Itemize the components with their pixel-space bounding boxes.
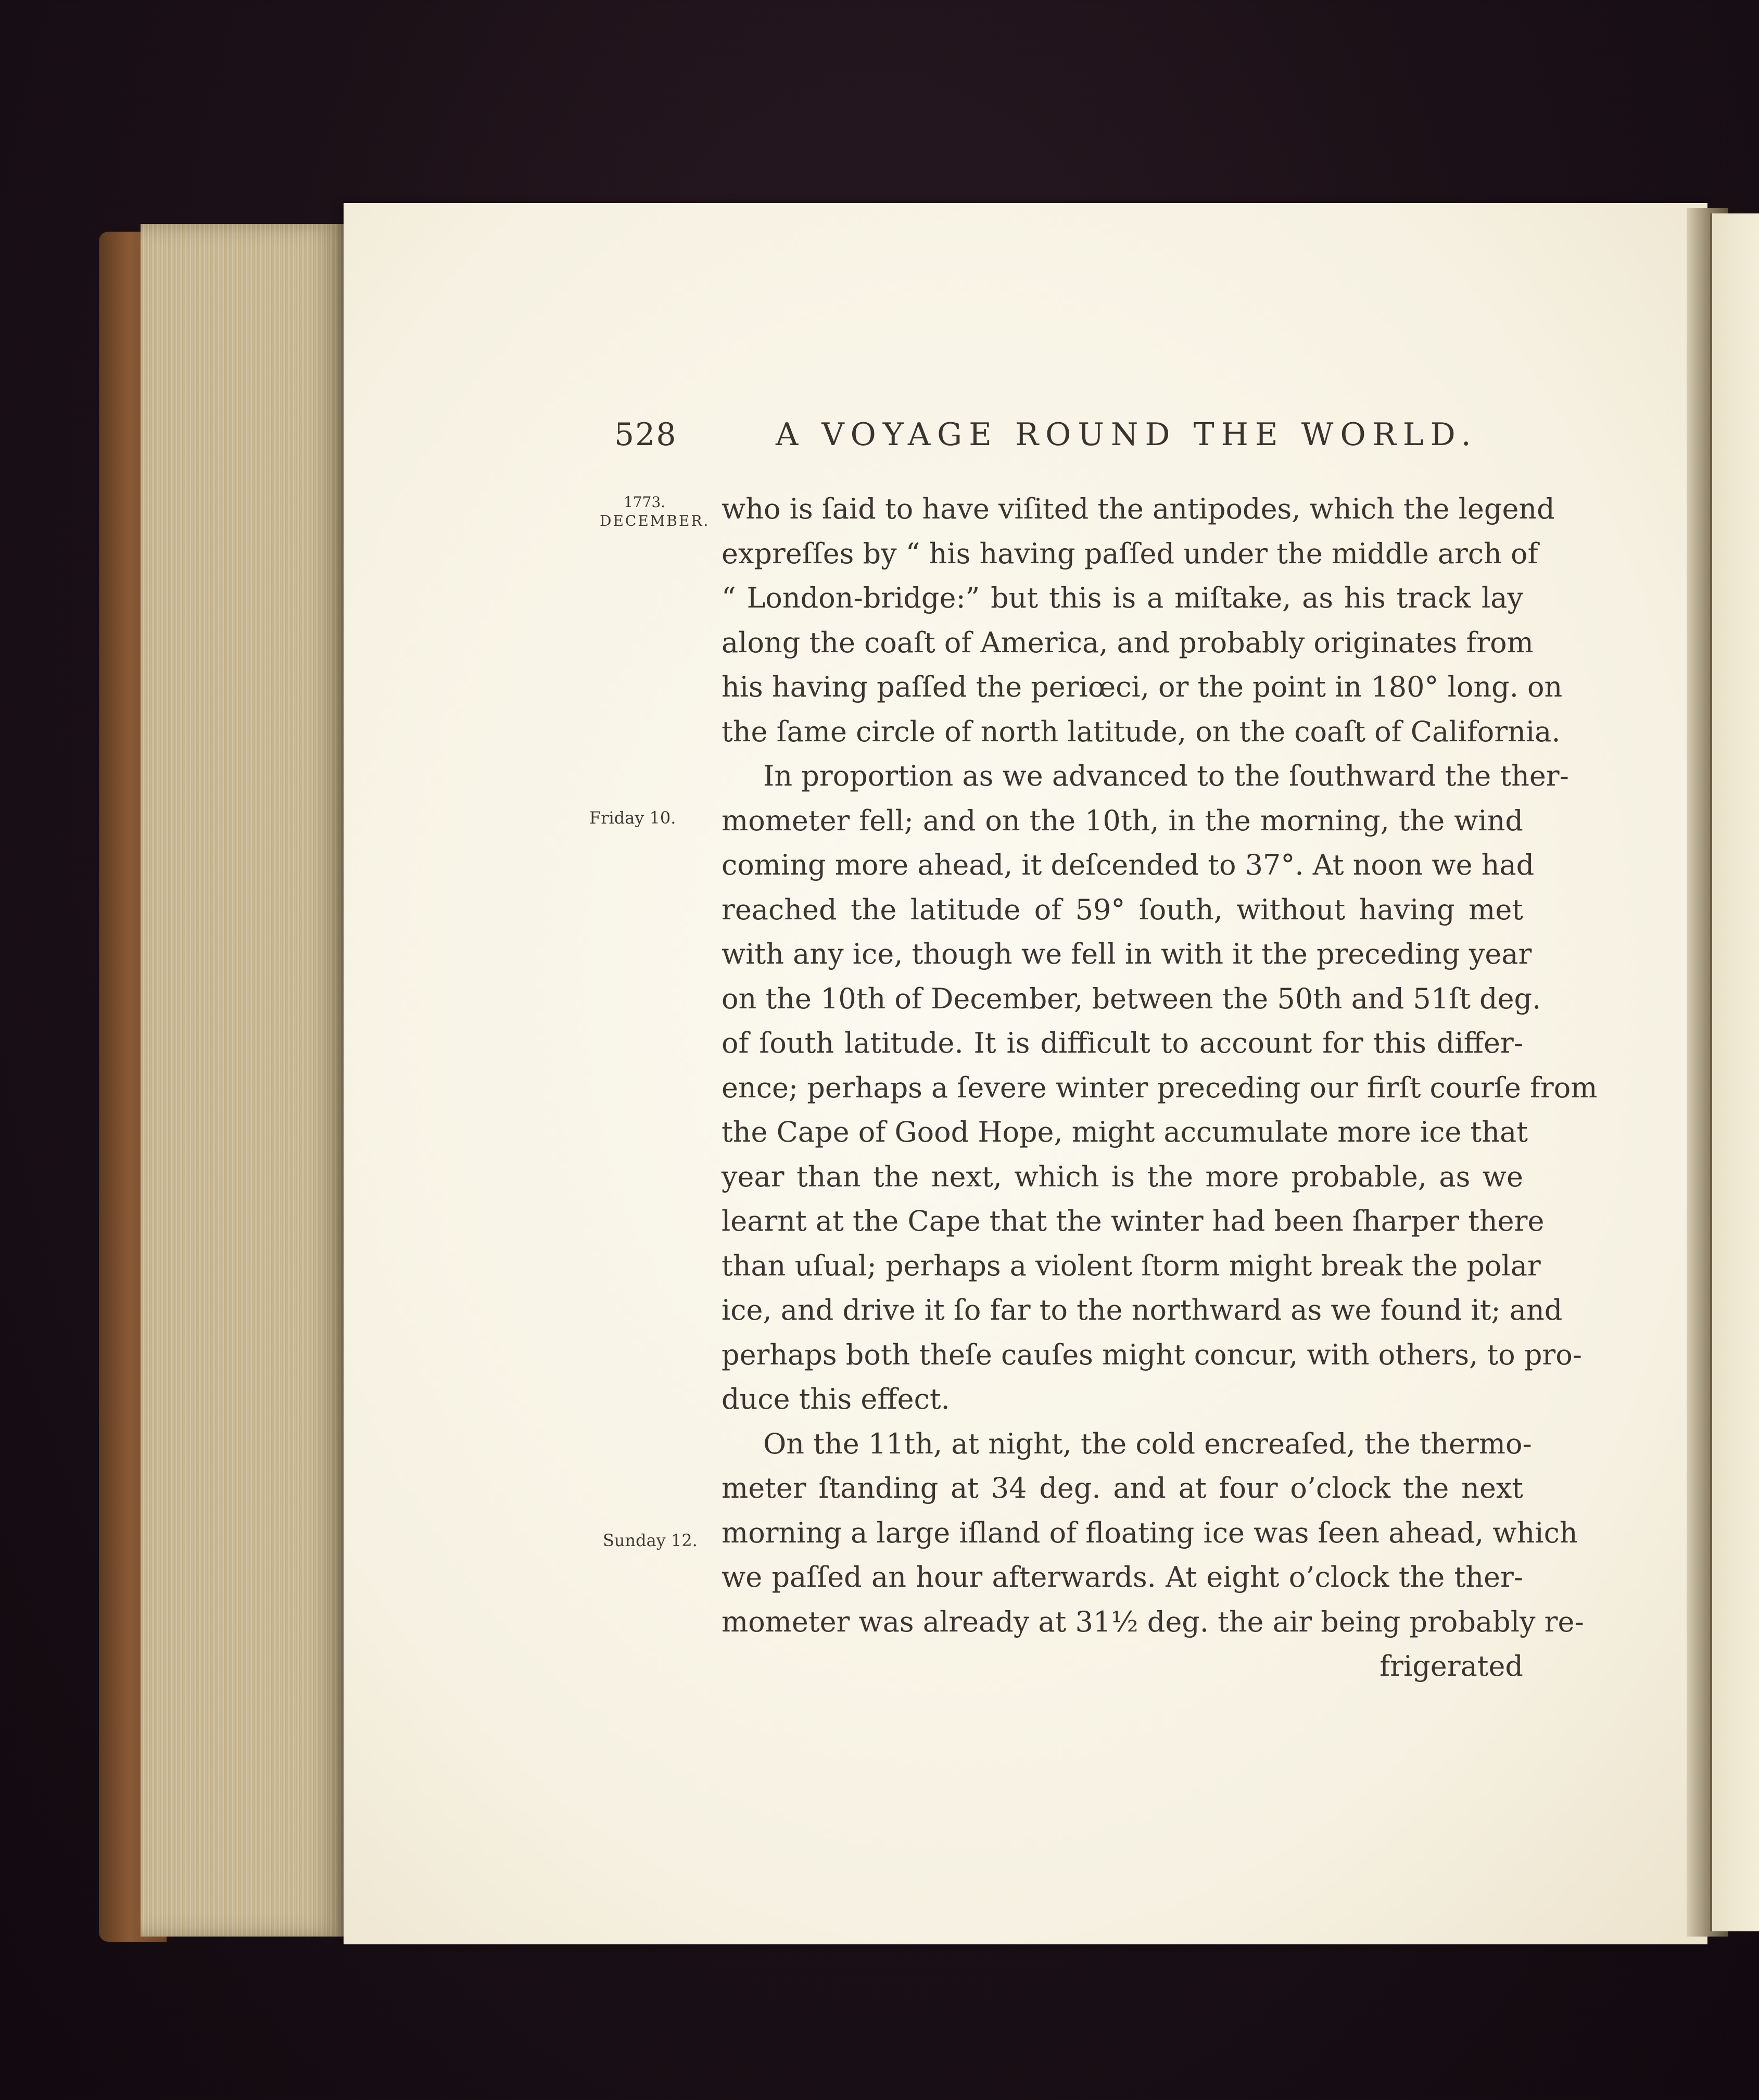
text-line: who is ſaid to have viſited the antipodes, which the legend (722, 492, 1555, 525)
margin-note-month: DECEMBER. (600, 512, 710, 529)
page-title: A VOYAGE ROUND THE WORLD. (776, 416, 1478, 453)
text-line: with any ice, though we fell in with it the preceding year (722, 938, 1532, 970)
text-line: mometer fell; and on the 10th, in the morning, the wind (722, 804, 1523, 837)
text-line: the ſame circle of north latitude, on the coaſt of California. (722, 715, 1561, 748)
text-line: along the coaſt of America, and probably originates from (722, 626, 1534, 659)
page-edges (141, 224, 344, 1937)
text-line: duce this effect. (722, 1383, 950, 1415)
text-line: expreſſes by “ his having paſſed under the middle arch of (722, 537, 1538, 570)
text-line: the Cape of Good Hope, might accumulate more ice that (722, 1116, 1528, 1148)
text-line: on the 10th of December, between the 50th and 51ſt deg. (722, 982, 1541, 1015)
margin-note-year: 1773. (624, 494, 666, 511)
body-text (722, 487, 1598, 1689)
catchword: frigerated (1380, 1650, 1523, 1682)
text-line: of ſouth latitude. It is difficult to account for this differ- (722, 1027, 1523, 1059)
text-line: “ London-bridge:” but this is a miſtake, as his track lay (722, 581, 1523, 614)
text-line: mometer was already at 31½ deg. the air being probably re- (722, 1605, 1584, 1638)
facing-page-edge (1710, 213, 1759, 1931)
text-line: On the 11th, at night, the cold encreaſed, the thermo- (763, 1427, 1532, 1460)
text-line: ence; perhaps a ſevere winter preceding our firſt courſe from (722, 1071, 1598, 1104)
text-line: we paſſed an hour afterwards. At eight o’clock the ther- (722, 1561, 1523, 1593)
text-line: perhaps both theſe cauſes might concur, with others, to pro- (722, 1338, 1582, 1371)
text-line: ice, and drive it ſo far to the northward as we found it; and (722, 1294, 1563, 1326)
text-line: coming more ahead, it deſcended to 37°. At noon we had (722, 849, 1535, 881)
text-line: reached the latitude of 59° ſouth, without having met (722, 893, 1523, 926)
text-line: morning a large iſland of floating ice was ſeen ahead, which (722, 1516, 1578, 1549)
text-line: meter ſtanding at 34 deg. and at four o’clock the next (722, 1472, 1523, 1504)
text-line: learnt at the Cape that the winter had been ſharper there (722, 1205, 1545, 1237)
text-line: his having paſſed the periœci, or the point in 180° long. on (722, 671, 1563, 703)
running-head (614, 416, 1525, 469)
text-line: In proportion as we advanced to the ſouthward the ther- (763, 760, 1569, 792)
margin-note-sunday: Sunday 12. (603, 1530, 698, 1550)
text-line: year than the next, which is the more probable, as we (722, 1160, 1523, 1193)
text-line: than uſual; perhaps a violent ſtorm might break the polar (722, 1249, 1541, 1282)
page-number: 528 (614, 416, 677, 453)
margin-note-friday: Friday 10. (589, 808, 676, 828)
